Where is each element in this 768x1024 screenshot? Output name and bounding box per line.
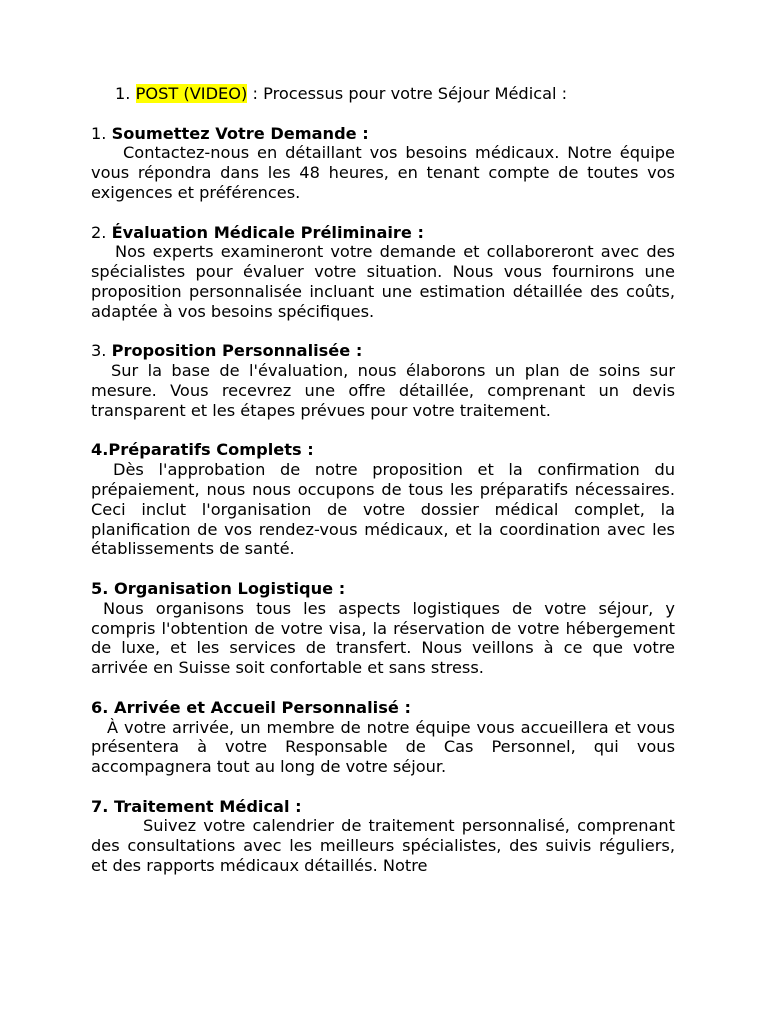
section-title <box>91 223 675 243</box>
section-body: À votre arrivée, un membre de notre équipe vous accueillera et vous présentera à votre Responsable de Cas Personnel, qui vous accompagnera tout au long de votre séjour. <box>91 717 675 777</box>
section-heading: Proposition Personnalisée : <box>111 341 363 361</box>
section-number: 2. <box>91 222 112 242</box>
highlighted-title: POST (VIDEO) <box>135 84 248 103</box>
section-heading: 4.Préparatifs Complets : <box>91 440 314 460</box>
section-1 <box>91 124 675 203</box>
section-title <box>91 341 675 361</box>
section-body: Contactez-nous en détaillant vos besoins médicaux. Notre équipe vous répondra dans les 48 heures, en tenant compte de toutes vos exigences et préférences. <box>91 143 675 202</box>
section-2 <box>91 223 675 322</box>
section-heading: Soumettez Votre Demande : <box>111 123 369 143</box>
section-number: 3. <box>91 341 112 361</box>
section-title <box>91 124 675 144</box>
intro-number: 1. <box>115 84 131 103</box>
section-3 <box>91 341 675 420</box>
section-title <box>91 698 675 718</box>
section-title <box>91 579 675 599</box>
section-body: Sur la base de l'évaluation, nous élaborons un plan de soins sur mesure. Vous recevrez une offre détaillée, comprenant un devis transparent et les étapes prévues pour votre traitement. <box>91 361 675 420</box>
section-body: Dès l'approbation de notre proposition et la confirmation du prépaiement, nous nous occupons de tous les préparatifs nécessaires. Ceci inclut l'organisation de votre dossier médical complet, la planification de vos rendez-vous médicaux, et la coordination avec les établissements de santé. <box>91 460 675 559</box>
intro-rest: : Processus pour votre Séjour Médical : <box>247 84 568 103</box>
section-number: 1. <box>91 123 112 143</box>
section-body: Suivez votre calendrier de traitement personnalisé, comprenant des consultations avec les meilleurs spécialistes, des suivis réguliers, et des rapports médicaux détaillés. Notre <box>91 816 675 876</box>
section-heading: 5. Organisation Logistique : <box>91 578 346 598</box>
document-page <box>91 84 675 896</box>
section-heading: 7. Traitement Médical : <box>91 796 302 816</box>
section-heading: 6. Arrivée et Accueil Personnalisé : <box>91 697 411 717</box>
section-7 <box>91 797 675 876</box>
intro-heading <box>91 84 675 104</box>
section-title <box>91 440 675 460</box>
section-heading: Évaluation Médicale Préliminaire : <box>111 222 425 242</box>
section-body: Nos experts examineront votre demande et collaboreront avec des spécialistes pour évaluer votre situation. Nous vous fournirons une proposition personnalisée incluant une estimation détaillée des coûts, adaptée à vos besoins spécifiques. <box>91 242 675 321</box>
section-5 <box>91 579 675 678</box>
section-4 <box>91 440 675 559</box>
section-title <box>91 797 675 817</box>
section-body: Nous organisons tous les aspects logistiques de votre séjour, y compris l'obtention de votre visa, la réservation de votre hébergement de luxe, et les services de transfert. Nous veillons à ce que votre arrivée en Suisse soit confortable et sans stress. <box>91 598 675 678</box>
section-6 <box>91 698 675 777</box>
